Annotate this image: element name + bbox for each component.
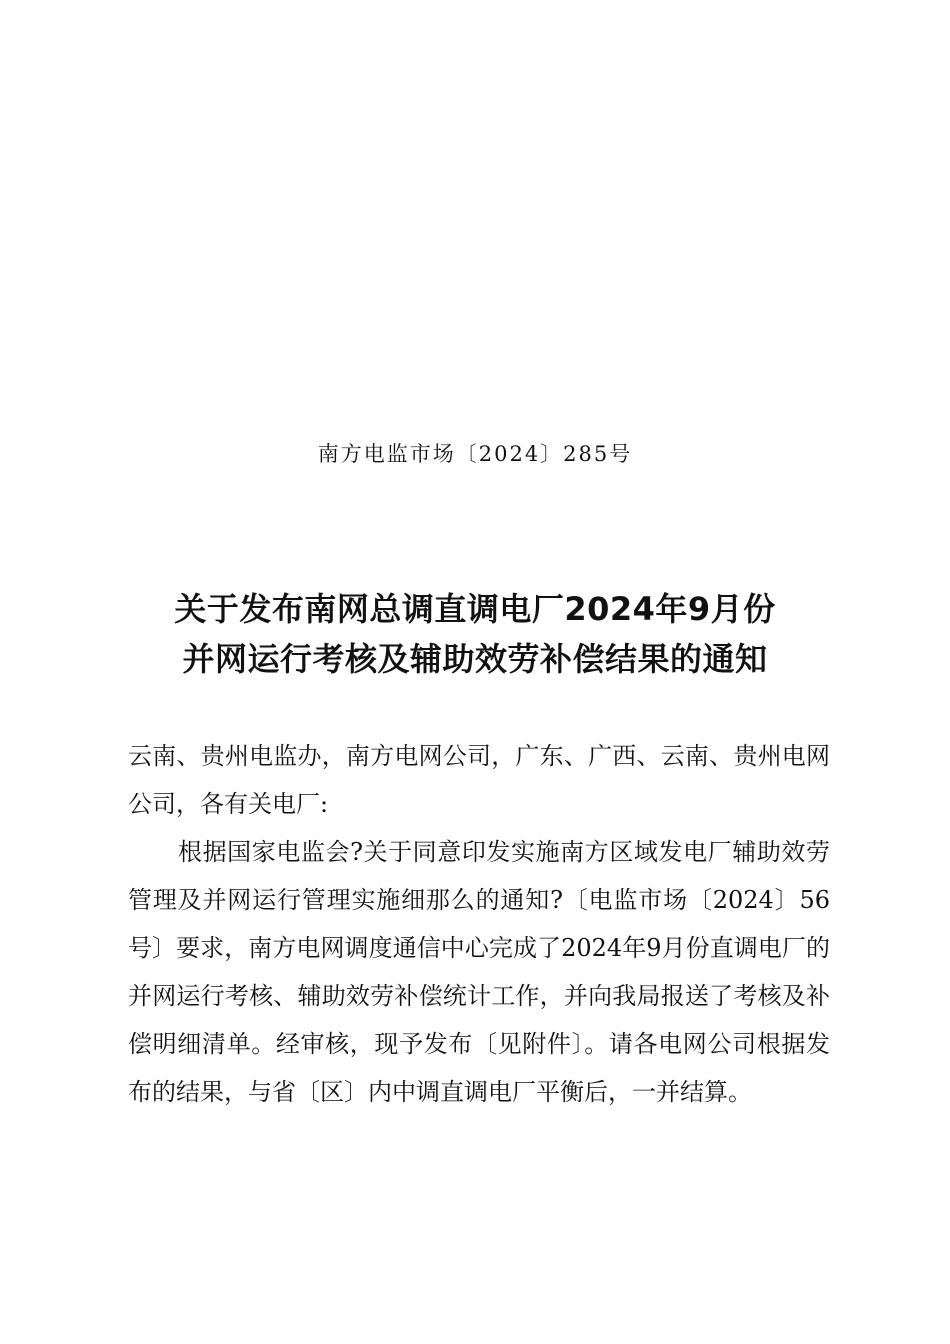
body-paragraph: 根据国家电监会?关于同意印发实施南方区域发电厂辅助效劳管理及并网运行管理实施细那么的通知?〔电监市场〔2024〕56号〕要求，南方电网调度通信中心完成了2024年9月份直调电厂的并网运行考核、辅助效劳补偿统计工作，并向我局报送了考核及补偿明细清单。经审核，现予发布〔见附件〕。请各电网公司根据发布的结果，与省〔区〕内中调直调电厂平衡后，一并结算。	[128, 838, 830, 1106]
document-title	[0, 584, 950, 684]
title-line-2: 并网运行考核及辅助效劳补偿结果的通知	[182, 640, 768, 678]
title-line-1: 关于发布南网总调直调电厂2024年9月份	[174, 590, 776, 628]
document-number: 南方电监市场〔2024〕285号	[317, 442, 633, 466]
addressee: 云南、贵州电监办，南方电网公司，广东、广西、云南、贵州电网公司，各有关电厂:	[128, 742, 830, 818]
